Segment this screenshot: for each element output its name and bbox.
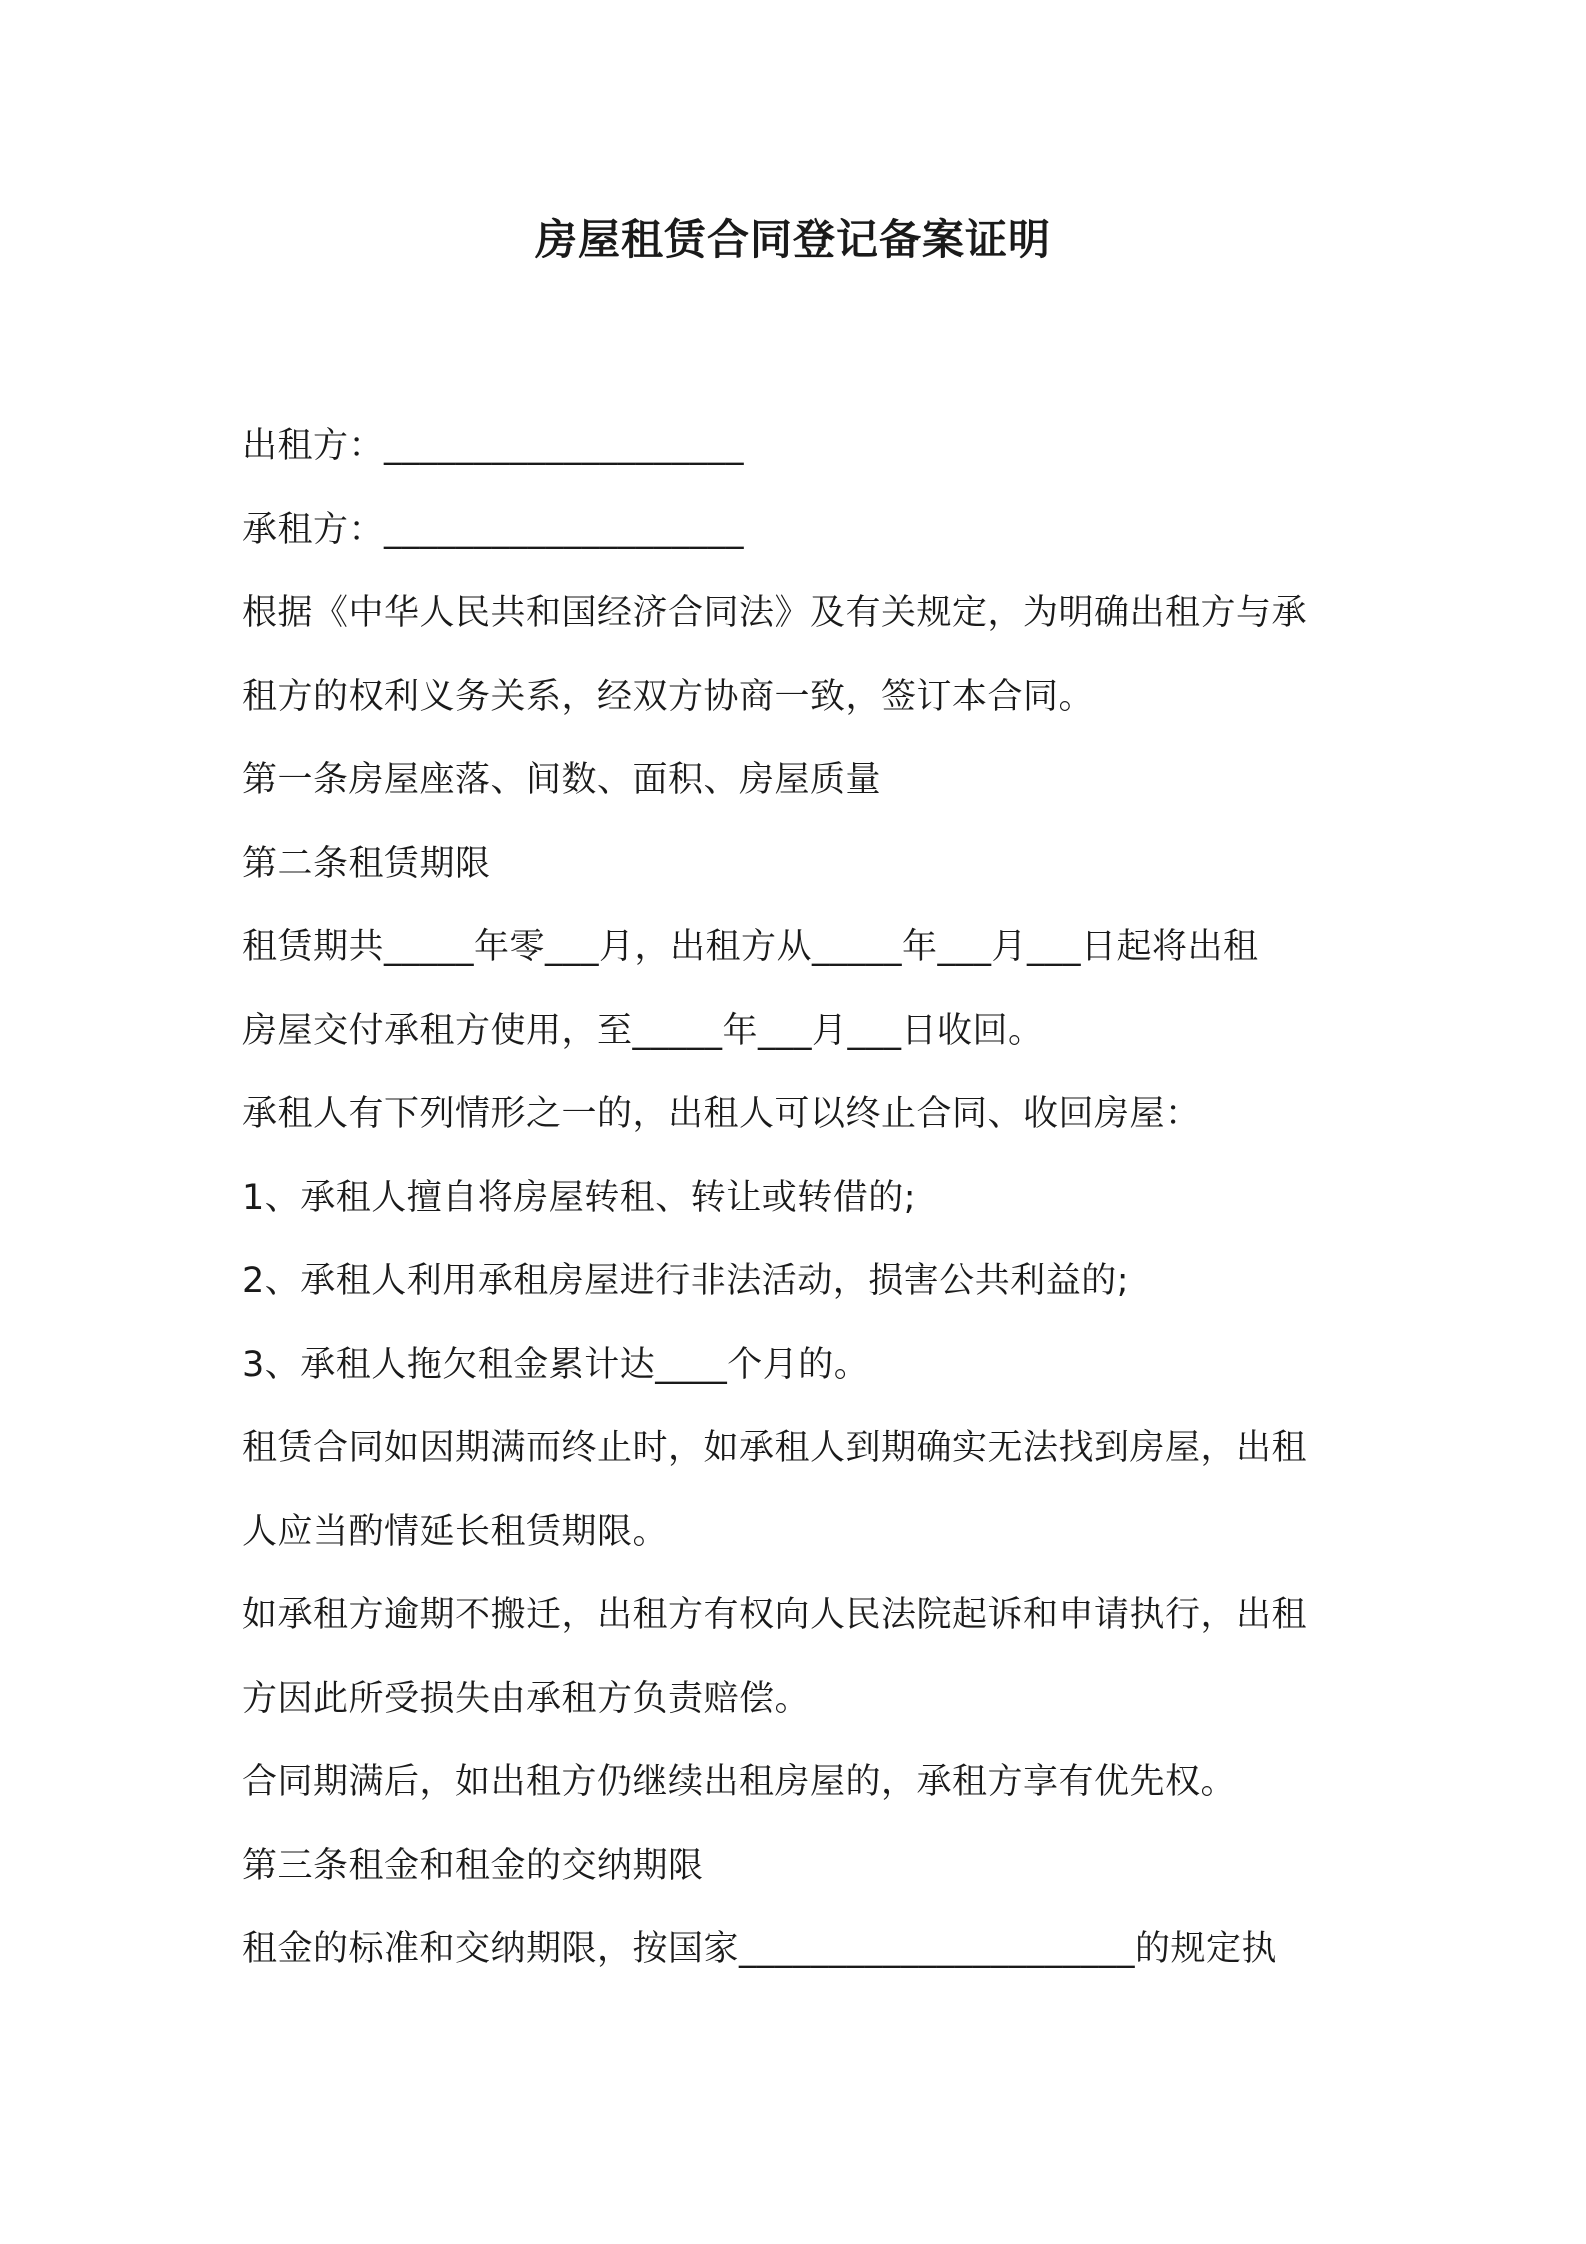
termination-item-2: 2、承租人利用承租房屋进行非法活动，损害公共利益的;	[242, 1261, 1130, 1301]
termination-item-1: 1、承租人擅自将房屋转租、转让或转借的;	[242, 1177, 917, 1218]
rent-standard-line: 租金的标准和交纳期限，按国家______________________的规定执	[242, 1929, 1278, 1969]
preamble-line-1: 根据《中华人民共和国经济合同法》及有关规定，为明确出租方与承	[242, 593, 1308, 633]
lessee-line: 承租方：____________________	[242, 509, 745, 550]
overdue-line-2: 方因此所受损失由承租方负责赔偿。	[242, 1678, 811, 1719]
document-body	[242, 405, 1362, 1992]
document-title: 房屋租赁合同登记备案证明	[534, 215, 1051, 264]
termination-intro-line: 承租人有下列情形之一的，出租人可以终止合同、收回房屋：	[242, 1094, 1201, 1134]
extension-line-2: 人应当酌情延长租赁期限。	[242, 1511, 669, 1552]
article-3-heading: 第三条租金和租金的交纳期限	[242, 1845, 704, 1886]
priority-line: 合同期满后，如出租方仍继续出租房屋的，承租方享有优先权。	[242, 1762, 1237, 1802]
preamble-line-2: 租方的权利义务关系，经双方协商一致，签订本合同。	[242, 676, 1095, 717]
overdue-line-1: 如承租方逾期不搬迁，出租方有权向人民法院起诉和申请执行，出租	[242, 1595, 1308, 1635]
article-1-heading: 第一条房屋座落、间数、面积、房屋质量	[242, 760, 882, 800]
lease-term-line-2: 房屋交付承租方使用，至_____年___月___日收回。	[242, 1010, 1044, 1051]
termination-item-3: 3、承租人拖欠租金累计达____个月的。	[242, 1344, 870, 1385]
lessor-line: 出租方：____________________	[242, 426, 745, 466]
article-2-heading: 第二条租赁期限	[242, 843, 491, 884]
lease-term-line-1: 租赁期共_____年零___月，出租方从_____年___月___日起将出租	[242, 927, 1259, 967]
extension-line-1: 租赁合同如因期满而终止时，如承租人到期确实无法找到房屋，出租	[242, 1428, 1308, 1468]
